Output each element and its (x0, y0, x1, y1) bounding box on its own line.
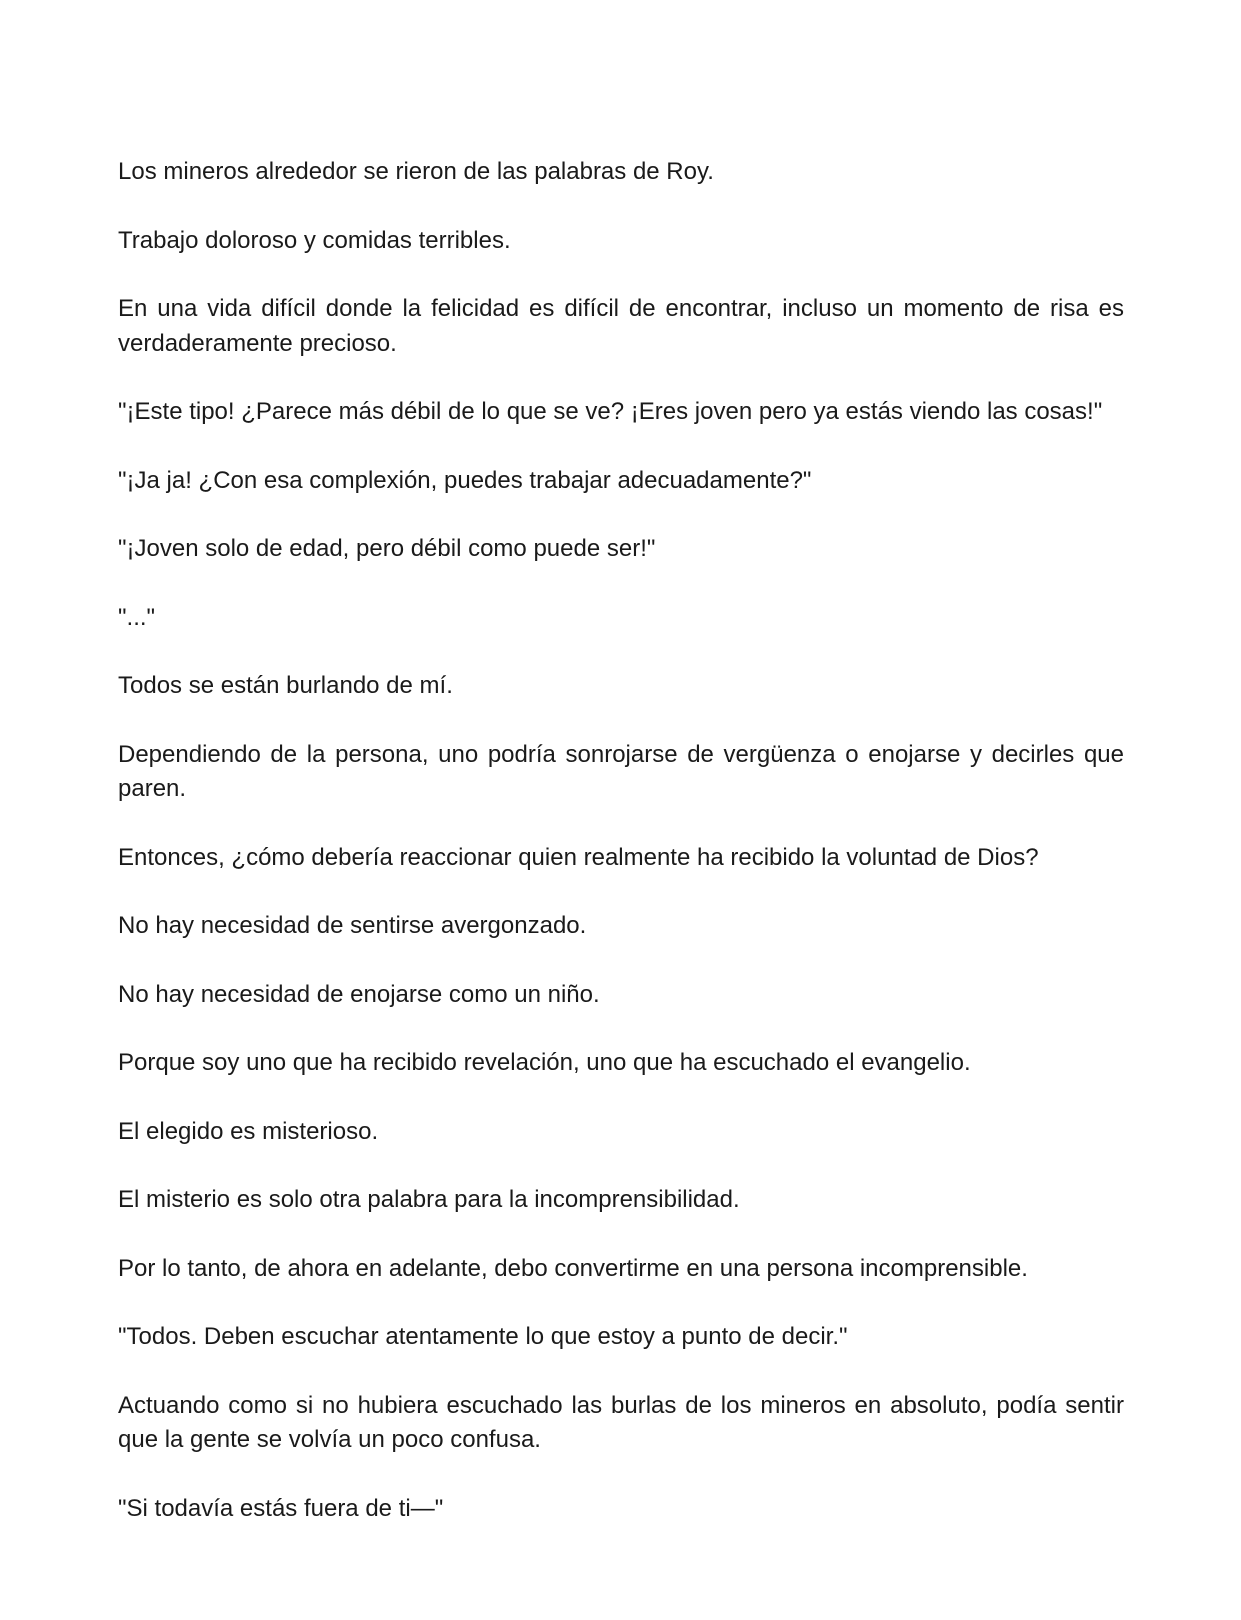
paragraph-10: Entonces, ¿cómo debería reaccionar quien realmente ha recibido la voluntad de Dios? (118, 843, 1039, 871)
paragraph-6: "¡Joven solo de edad, pero débil como puede ser!" (118, 535, 656, 562)
paragraph-16: Por lo tanto, de ahora en adelante, debo convertirme en una persona incomprensible. (118, 1254, 1028, 1282)
paragraph-1: Los mineros alrededor se rieron de las palabras de Roy. (118, 158, 714, 185)
paragraph-13: Porque soy uno que ha recibido revelación, uno que ha escuchado el evangelio. (118, 1049, 971, 1076)
paragraph-3: En una vida difícil donde la felicidad es difícil de encontrar, incluso un momento de risa es verdaderamente precioso. (118, 295, 1124, 357)
body-text (118, 155, 1124, 1560)
paragraph-9: Dependiendo de la persona, uno podría sonrojarse de vergüenza o enojarse y decirles que paren. (118, 740, 1124, 802)
paragraph-15: El misterio es solo otra palabra para la incomprensibilidad. (118, 1186, 740, 1213)
paragraph-14: El elegido es misterioso. (118, 1117, 379, 1145)
paragraph-19: "Si todavía estás fuera de ti—" (118, 1494, 444, 1522)
paragraph-4: "¡Este tipo! ¿Parece más débil de lo que se ve? ¡Eres joven pero ya estás viendo las cosas!" (118, 398, 1103, 425)
paragraph-5: "¡Ja ja! ¿Con esa complexión, puedes trabajar adecuadamente?" (118, 466, 812, 494)
paragraph-11: No hay necesidad de sentirse avergonzado. (118, 912, 587, 939)
paragraph-8: Todos se están burlando de mí. (118, 672, 453, 699)
paragraph-18: Actuando como si no hubiera escuchado las burlas de los mineros en absoluto, podía sentir que la gente se volvía un poco confusa. (118, 1391, 1124, 1453)
paragraph-17: "Todos. Deben escuchar atentamente lo que estoy a punto de decir." (118, 1323, 848, 1350)
paragraph-2: Trabajo doloroso y comidas terribles. (118, 226, 511, 254)
paragraph-7: "..." (118, 603, 156, 631)
paragraph-12: No hay necesidad de enojarse como un niño. (118, 980, 600, 1008)
